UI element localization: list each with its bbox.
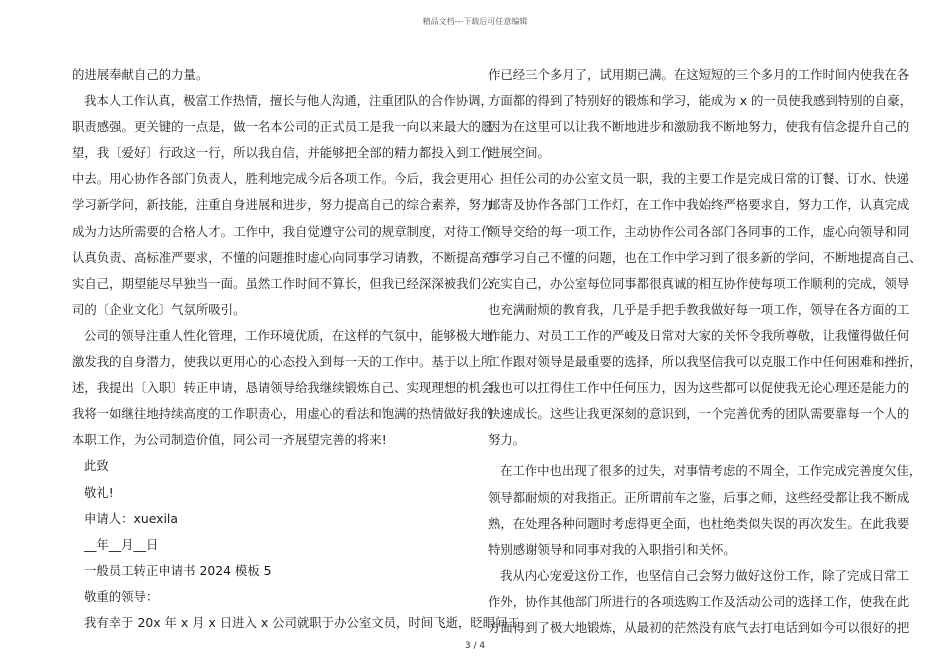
- text-line: 充实自己，办公室每位同事都很真诚的相互协作使每项工作顺利的完成，领导: [488, 275, 910, 291]
- text-line: 我将一如继往地持续高度的工作职责心，用虚心的看法和饱满的热情做好我的: [72, 406, 494, 422]
- text-line: 也充满耐烦的教育我，几乎是手把手教我做好每一项工作，领导在各方面的工: [488, 301, 910, 317]
- text-line: 工作跟对领导是最重要的选择，所以我坚信我可以克服工作中任何困难和挫折，: [488, 354, 922, 370]
- text-line: 中去。用心协作各部门负责人，胜利地完成今后各项工作。今后，我会更用心: [72, 171, 494, 187]
- text-line: 职责感强。更关键的一点是，做一名本公司的正式员工是我一向以来最大的愿: [72, 119, 494, 135]
- text-line: 作外，协作其他部门所进行的各项选购工作及活动公司的选择工作，使我在此: [488, 593, 910, 609]
- section-title: 一般员工转正申请书 2024 模板 5: [84, 562, 272, 578]
- text-line: 事学习自己不懂的问题，也在工作中学习到了很多新的学问，不断地提高自己、: [488, 249, 922, 265]
- right-text-column: [488, 62, 922, 641]
- page-header-watermark: 精品文档---下载后可任意编辑: [422, 17, 528, 26]
- closing-line: 敬礼!: [84, 484, 114, 500]
- text-line: 努力。: [488, 432, 526, 448]
- text-line: 熟，在处理各种问题时考虑得更全面，也杜绝类似失误的再次发生。在此我要: [488, 515, 910, 531]
- text-line: 特别感谢领导和同事对我的入职指引和关怀。: [488, 541, 736, 557]
- text-line: 司的〔企业文化〕气氛所吸引。: [72, 301, 246, 317]
- text-line: 领导交给的每一项工作，主动协作公司各部门各同事的工作，虚心向领导和同: [488, 223, 910, 239]
- text-line: 进展空间。: [488, 145, 550, 161]
- page-number: 3 / 4: [464, 641, 486, 651]
- text-line: 的进展奉献自己的力量。: [72, 67, 209, 82]
- text-line: 激发我的自身潜力，使我以更用心的心态投入到每一天的工作中。基于以上所: [72, 354, 494, 370]
- text-line: 方面都的得到了特别好的锻炼和学习，能成为 x 的一员使我感到特别的自豪，: [488, 93, 913, 109]
- text-line: 我本人工作认真，极富工作热情，擅长与他人沟通，注重团队的合作协调，: [84, 93, 493, 109]
- text-line: 快速成长。这些让我更深刻的意识到，一个完善优秀的团队需要靠每一个人的: [488, 406, 910, 422]
- text-line: 成为力达所需要的合格人才。工作中，我自觉遵守公司的规章制度，对待工作: [72, 223, 494, 239]
- text-line: 公司的领导注重人性化管理，工作环境优质，在这样的气氛中，能够极大地: [84, 327, 493, 343]
- text-line: 方面得到了极大地锻炼，从最初的茫然没有底气去打电话到如今可以很好的把: [488, 619, 910, 635]
- text-line: 邮寄及协作各部门工作灯，在工作中我始终严格要求自，努力工作，认真完成: [488, 197, 910, 213]
- text-line: 作能力、对员工工作的严峻及日常对大家的关怀令我所尊敬，让我懂得做任何: [488, 327, 910, 343]
- text-line: 我也可以扛得住工作中任何压力，因为这些都可以促使我无论心理还是能力的: [488, 380, 910, 396]
- text-line: 本职工作，为公司制造价值，同公司一齐展望完善的将来!: [72, 432, 387, 448]
- text-line: 领导都耐烦的对我指正。正所谓前车之鉴，后事之师，这些经受都让我不断成: [488, 489, 910, 505]
- text-line: 我有幸于 20x 年 x 月 x 日进入 x 公司就职于办公室文员，时间飞逝，眨眼间工: [84, 614, 520, 630]
- text-line: 因为在这里可以让我不断地进步和激励我不断地努力，使我有信念提升自己的: [488, 119, 910, 135]
- text-line: 学习新学问，新技能，注重自身进展和进步，努力提高自己的综合素养，努力: [72, 197, 494, 213]
- text-line: 述，我提出〔入职〕转正申请，恳请领导给我继续锻炼自己、实现理想的机会。: [72, 380, 506, 396]
- applicant-line: 申请人：xuexila: [84, 510, 178, 526]
- text-line: 在工作中也出现了很多的过失，对事情考虑的不周全，工作完成完善度欠佳，: [500, 463, 922, 479]
- text-line: 实自己，期望能尽早独当一面。虽然工作时间不算长，但我已经深深被我们公: [72, 275, 494, 291]
- text-line: 作已经三个多月了，试用期已满。在这短短的三个多月的工作时间内使我在各: [488, 67, 910, 82]
- text-line: 我从内心宠爱这份工作，也坚信自己会努力做好这份工作，除了完成日常工: [500, 567, 909, 583]
- text-line: 认真负责、高标准严要求，不懂的问题推时虚心向同事学习请教，不断提高充: [72, 249, 494, 265]
- closing-line: 此致: [84, 458, 109, 474]
- date-line: __年__月__日: [84, 536, 159, 552]
- text-line: 担任公司的办公室文员一职，我的主要工作是完成日常的订餐、订水、快递: [500, 171, 909, 187]
- salutation-line: 敬重的领导：: [84, 588, 159, 604]
- text-line: 望，我〔爱好〕行政这一行，所以我自信，并能够把全部的精力都投入到工作: [72, 145, 494, 161]
